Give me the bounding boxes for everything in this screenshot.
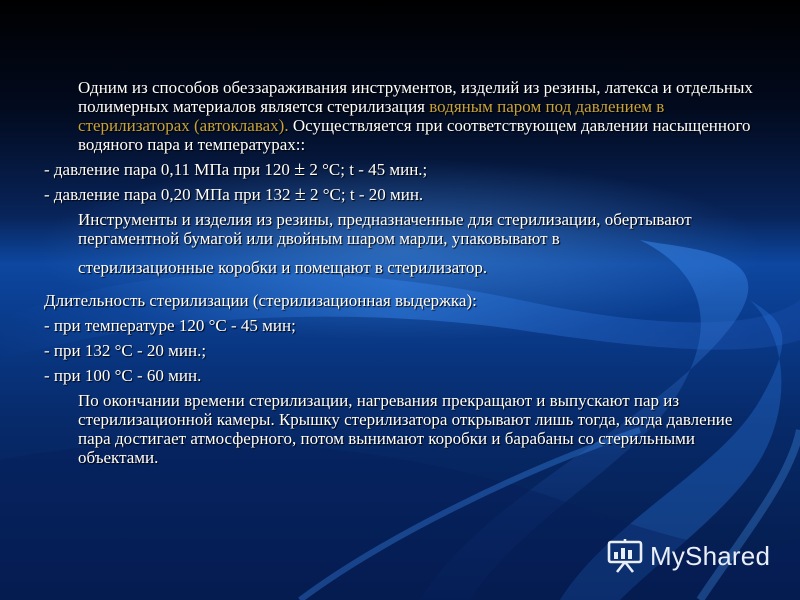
duration-heading: Длительность стерилизации (стерилизационная выдержка):	[44, 291, 477, 310]
pressure-line-1	[44, 160, 756, 179]
intro-text-part2: Осуществляется при соответствующем давлении насыщенного водяного пара и температурах::	[78, 116, 751, 154]
paragraph-wrapping	[44, 210, 756, 248]
duration-item: - при 100 °С - 60 мин.	[44, 366, 202, 385]
myshared-watermark	[606, 536, 770, 576]
pressure-line-2	[44, 185, 756, 204]
duration-item: - при 132 °С - 20 мин.;	[44, 341, 207, 360]
presentation-board-icon	[606, 538, 644, 574]
paragraph-intro	[44, 78, 756, 154]
plus-minus-symbol: ±	[294, 183, 306, 205]
watermark-text: MyShared	[650, 540, 771, 571]
pressure-line-1-before: - давление пара 0,11 МПа при 120	[44, 160, 295, 179]
wrapping-text-continued: стерилизационные коробки и помещают в стерилизатор.	[78, 258, 488, 277]
plus-minus-symbol: ±	[294, 158, 306, 180]
completion-text: По окончании времени стерилизации, нагревания прекращают и выпускают пар из стерилизационной камеры. Крышку стерилизатора открывают лишь тогда, когда давление пара достигает атмосферного, потом вынимают коробки и барабаны со стерильными объектами.	[78, 391, 733, 467]
pressure-line-2-before: - давление пара 0,20 МПа при 132	[44, 185, 295, 204]
pressure-line-2-after: 2 °С; t - 20 мин.	[305, 185, 424, 204]
paragraph-completion	[44, 391, 756, 467]
pressure-line-1-after: 2 °С; t - 45 мин.;	[305, 160, 428, 179]
slide-content	[44, 78, 756, 467]
duration-item: - при температуре 120 °С - 45 мин;	[44, 316, 296, 335]
intro-text-part1: Одним из способов обеззараживания инструментов, изделий из резины, латекса и отдельных полимерных материалов является стерилизация	[78, 78, 753, 116]
intro-highlight: водяным паром под давлением в стерилизаторах (автоклавах).	[78, 97, 665, 135]
paragraph-wrapping-continued	[44, 258, 756, 277]
wrapping-text: Инструменты и изделия из резины, предназначенные для стерилизации, обертывают пергаментной бумагой или двойным шаром марли, упаковывают в	[78, 210, 692, 248]
